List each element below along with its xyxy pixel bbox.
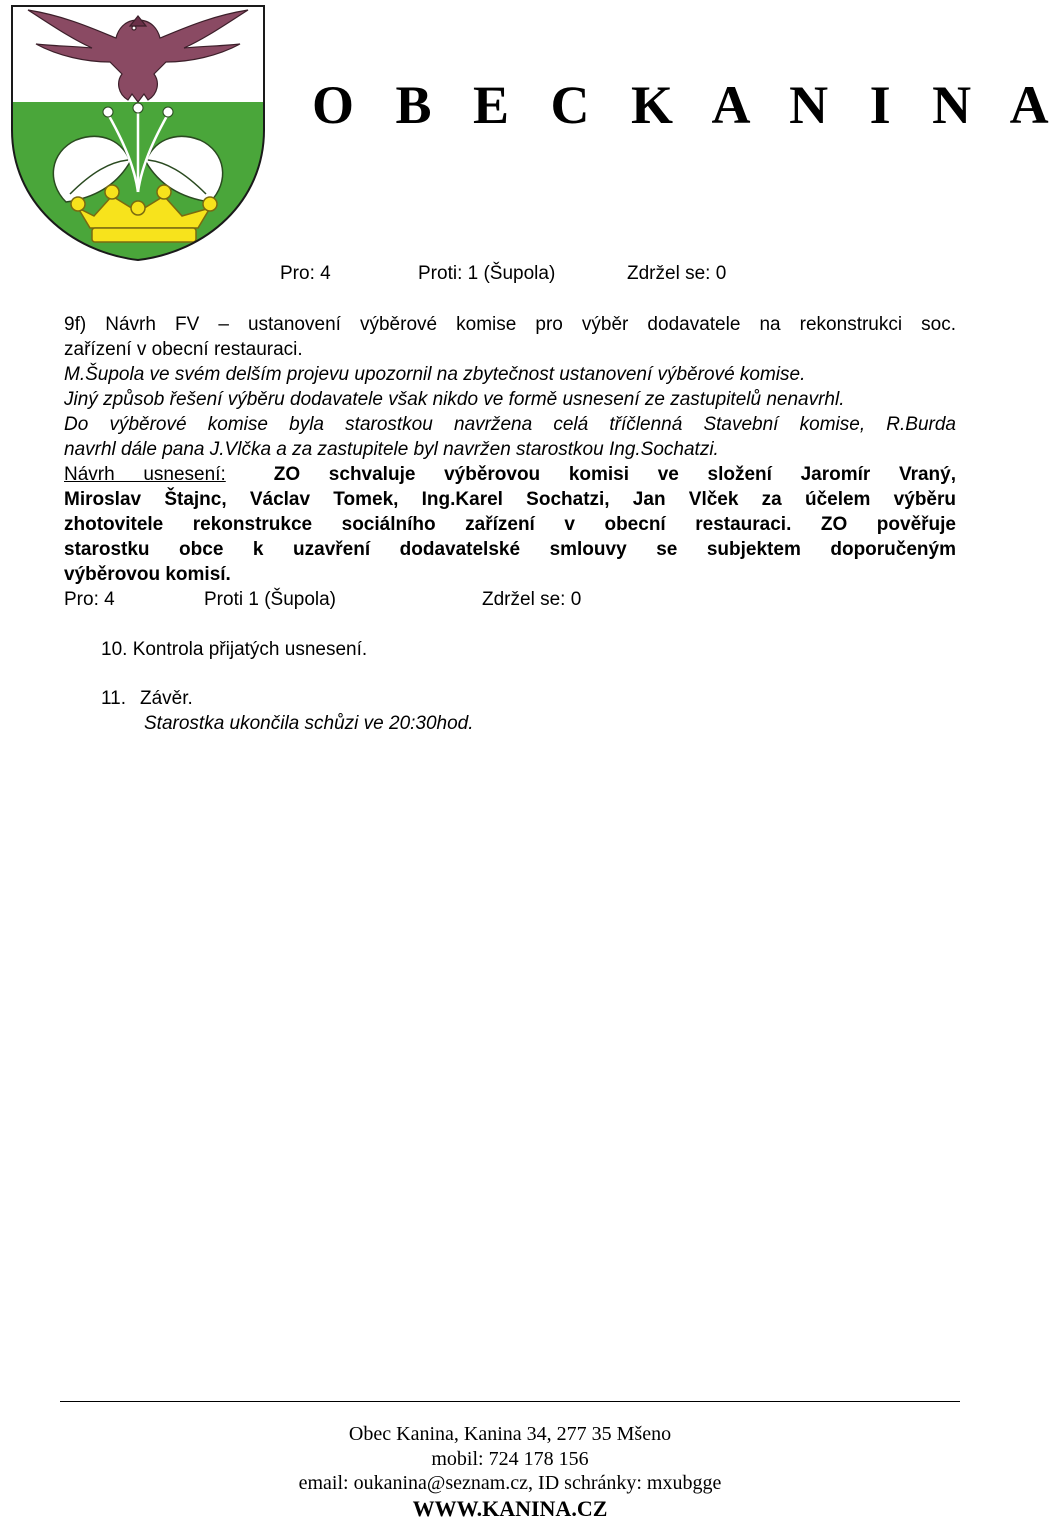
proposal-label: Návrh usnesení: xyxy=(64,464,226,485)
vote-9f-pro: Pro: 4 xyxy=(64,589,115,610)
footer-address: Obec Kanina, Kanina 34, 277 35 Mšeno xyxy=(348,1423,672,1445)
footer-mobile: mobil: 724 178 156 xyxy=(431,1448,589,1470)
vote-zdrzel: Zdržel se: 0 xyxy=(627,263,727,284)
proposal-line: výběrovou komisí. xyxy=(64,564,231,585)
page-title: O B E C K A N I N A xyxy=(312,75,1063,135)
vote-9f-proti: Proti 1 (Šupola) xyxy=(204,589,337,610)
item-10: 10. Kontrola přijatých usnesení. xyxy=(101,639,368,660)
vote-proti: Proti: 1 (Šupola) xyxy=(418,263,556,284)
vote-9f-zdrzel: Zdržel se: 0 xyxy=(482,589,582,610)
proposal-text: ZO schvaluje výběrovou komisi ve složení Jaromír Vraný, xyxy=(273,464,956,485)
footer-divider xyxy=(60,1401,960,1402)
proposal-line: starostku obce k uzavření dodavatelské smlouvy se subjektem doporučeným xyxy=(64,539,956,560)
proposal-line: Miroslav Štajnc, Václav Tomek, Ing.Karel Sochatzi, Jan Vlček za účelem výběru xyxy=(64,489,956,510)
coat-of-arms-logo xyxy=(6,2,270,264)
item-9f-heading-line-2: zařízení v obecní restauraci. xyxy=(64,339,303,360)
footer-website: WWW.KANINA.CZ xyxy=(412,1496,608,1521)
item-9f-heading-line-1: 9f) Návrh FV – ustanovení výběrové komise pro výběr dodavatele na rekonstrukci soc. xyxy=(64,314,956,335)
item-11-number: 11. xyxy=(101,688,127,709)
vote-pro: Pro: 4 xyxy=(280,263,331,284)
discussion-line: M.Šupola ve svém delším projevu upozornil na zbytečnost ustanovení výběrové komise. xyxy=(64,364,806,385)
footer-email: email: oukanina@seznam.cz, ID schránky: mxubgge xyxy=(298,1472,722,1494)
discussion-line: Jiný způsob řešení výběru dodavatele však nikdo ve formě usnesení ze zastupitelů nenavrhl. xyxy=(64,389,845,410)
item-9f xyxy=(64,312,956,587)
item-11-title: Závěr. xyxy=(140,688,193,709)
item-11-note: Starostka ukončila schůzi ve 20:30hod. xyxy=(144,713,474,734)
proposal-line xyxy=(64,462,956,487)
proposal-line: zhotovitele rekonstrukce sociálního zařízení v obecní restauraci. ZO pověřuje xyxy=(64,514,956,535)
discussion-line: navrhl dále pana J.Vlčka a za zastupitele byl navržen starostkou Ing.Sochatzi. xyxy=(64,439,719,460)
discussion-line: Do výběrové komise byla starostkou navržena celá tříčlenná Stavební komise, R.Burda xyxy=(64,414,956,435)
